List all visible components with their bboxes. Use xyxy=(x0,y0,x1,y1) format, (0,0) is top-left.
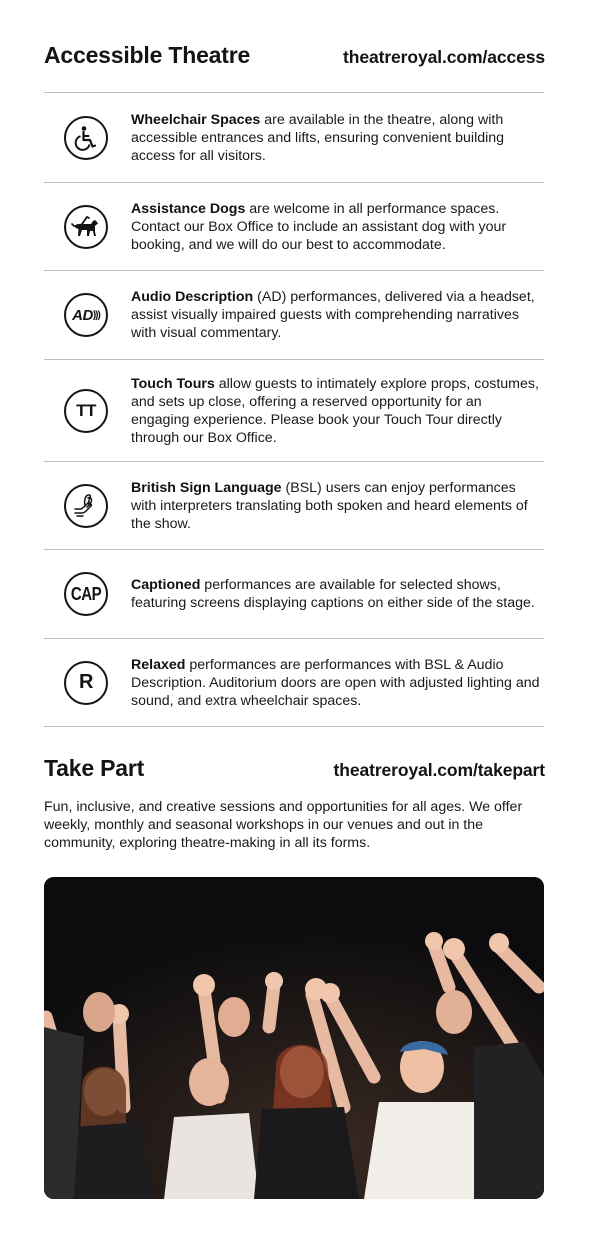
section-url[interactable]: theatreroyal.com/takepart xyxy=(333,760,545,780)
item-heading: Assistance Dogs xyxy=(131,200,246,217)
item-heading: British Sign Language xyxy=(131,479,282,496)
performers-photo xyxy=(44,877,544,1199)
access-list xyxy=(44,92,544,727)
item-text: performances are available for selected shows, featuring screens displaying captions on either side of the stage. xyxy=(131,577,535,611)
captioned-icon: CAP xyxy=(64,572,108,616)
item-text: are available in the theatre, along with accessible entrances and lifts, ensuring convenient building access for all visitors. xyxy=(131,111,505,164)
section-url[interactable]: theatreroyal.com/access xyxy=(343,47,545,67)
item-text: (AD) performances, delivered via a headset, assist visually impaired guests with comprehending narratives with visual commentary. xyxy=(131,289,535,341)
list-item-audio-description xyxy=(44,271,544,360)
take-part-header xyxy=(44,755,545,782)
list-item-bsl xyxy=(44,462,544,550)
take-part-intro: Fun, inclusive, and creative sessions and opportunities for all ages. We offer weekly, monthly and seasonal workshops in our venues and out in the community, exploring theatre-making in all its forms. xyxy=(44,799,523,851)
item-heading: Wheelchair Spaces xyxy=(131,111,261,128)
item-heading: Audio Description xyxy=(131,289,254,305)
item-text: allow guests to intimately explore props, costumes, and sets up close, offering a reserved opportunity for an engaging experience. Please book your Touch Tour directly through our Box Office. xyxy=(131,375,539,446)
audio-description-icon: AD ))) xyxy=(64,293,108,337)
item-heading: Relaxed xyxy=(131,656,186,673)
item-text: are welcome in all performance spaces. Contact our Box Office to include an assistant dog with your booking, and we will do our best to accommodate. xyxy=(131,200,507,253)
item-heading: Touch Tours xyxy=(131,375,215,392)
accessible-header xyxy=(44,42,545,69)
touch-tours-icon: TT xyxy=(64,389,108,433)
item-heading: Captioned xyxy=(131,577,201,593)
item-text: (BSL) users can enjoy performances with interpreters translating both spoken and heard elements of the show. xyxy=(131,479,528,532)
list-item-wheelchair xyxy=(44,93,544,183)
relaxed-icon: R xyxy=(64,661,108,705)
section-title: Accessible Theatre xyxy=(44,42,251,68)
assistance-dog-icon xyxy=(64,205,108,249)
list-item-captioned xyxy=(44,550,544,639)
list-item-relaxed xyxy=(44,639,544,727)
section-title: Take Part xyxy=(44,755,145,781)
list-item-assistance-dogs xyxy=(44,183,544,271)
item-text: performances are performances with BSL & Audio Description. Auditorium doors are open with adjusted lighting and sound, and extra wheelchair spaces. xyxy=(131,656,540,709)
sign-language-icon xyxy=(64,484,108,528)
wheelchair-icon xyxy=(64,116,108,160)
list-item-touch-tours xyxy=(44,360,544,462)
